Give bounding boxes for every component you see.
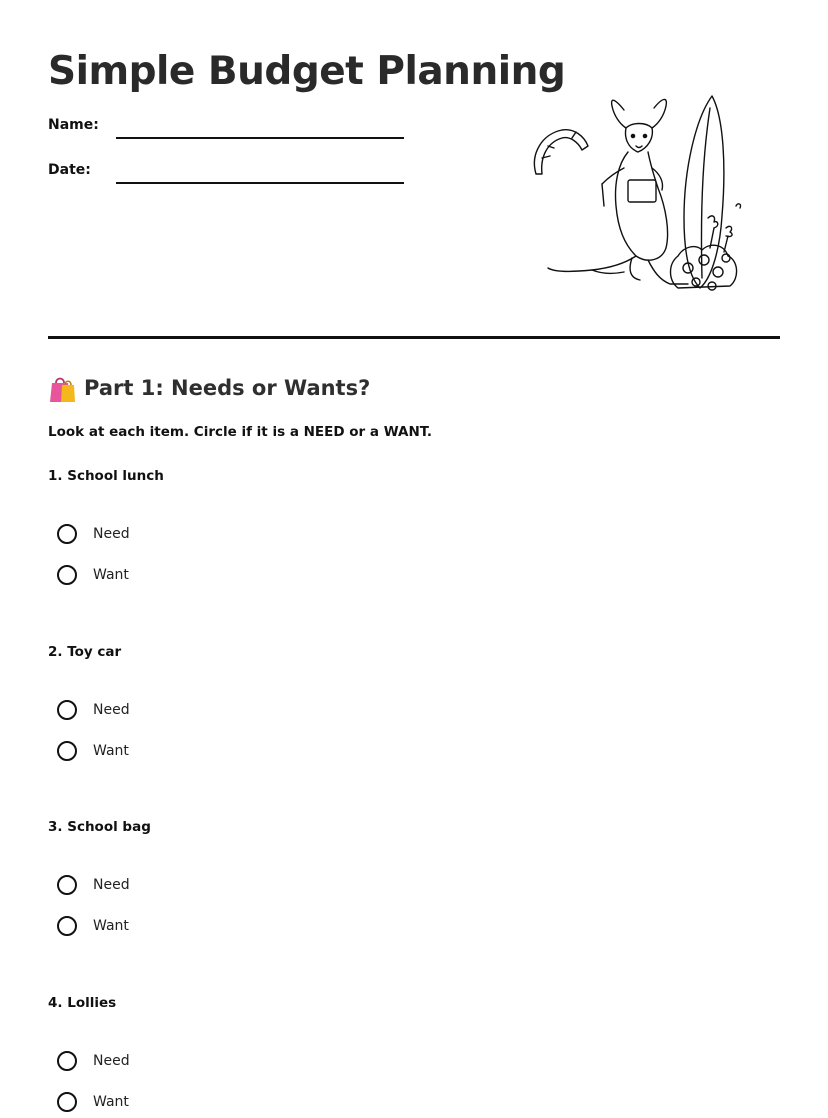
question-title: 1. School lunch [48, 468, 164, 484]
option-label: Need [93, 877, 130, 893]
question-title: 4. Lollies [48, 995, 117, 1011]
option-want[interactable] [57, 738, 129, 764]
date-write-line[interactable] [116, 182, 404, 184]
part1-instructions: Look at each item. Circle if it is a NEED or a WANT. [48, 424, 433, 440]
kangaroo-illustration [528, 88, 758, 300]
radio-circle[interactable] [57, 1092, 77, 1112]
radio-circle[interactable] [57, 741, 77, 761]
radio-circle[interactable] [57, 700, 77, 720]
option-want[interactable] [57, 1089, 129, 1115]
page-title: Simple Budget Planning [48, 49, 566, 94]
question-title: 2. Toy car [48, 644, 122, 660]
flower-bush-icon [671, 204, 741, 290]
option-need[interactable] [57, 697, 130, 723]
option-label: Need [93, 1053, 130, 1069]
option-want[interactable] [57, 562, 129, 588]
option-label: Need [93, 526, 130, 542]
date-label: Date: [48, 162, 91, 178]
option-need[interactable] [57, 1048, 130, 1074]
date-field-row [48, 159, 408, 187]
option-label: Want [93, 1094, 129, 1110]
option-label: Need [93, 702, 130, 718]
name-field-row [48, 114, 408, 142]
name-label: Name: [48, 117, 99, 133]
part1-heading [48, 372, 370, 404]
section-divider [48, 336, 780, 339]
option-need[interactable] [57, 521, 130, 547]
radio-circle[interactable] [57, 875, 77, 895]
option-need[interactable] [57, 872, 130, 898]
part1-heading-text: Part 1: Needs or Wants? [84, 376, 371, 400]
name-write-line[interactable] [116, 137, 404, 139]
option-label: Want [93, 567, 129, 583]
radio-circle[interactable] [57, 916, 77, 936]
boomerang-icon [534, 130, 588, 174]
question-title: 3. School bag [48, 819, 151, 835]
radio-circle[interactable] [57, 565, 77, 585]
radio-circle[interactable] [57, 524, 77, 544]
kangaroo-icon [548, 99, 688, 284]
shopping-bags-icon [48, 373, 76, 403]
option-want[interactable] [57, 913, 129, 939]
option-label: Want [93, 918, 129, 934]
radio-circle[interactable] [57, 1051, 77, 1071]
option-label: Want [93, 743, 129, 759]
surfboard-icon [684, 96, 724, 288]
